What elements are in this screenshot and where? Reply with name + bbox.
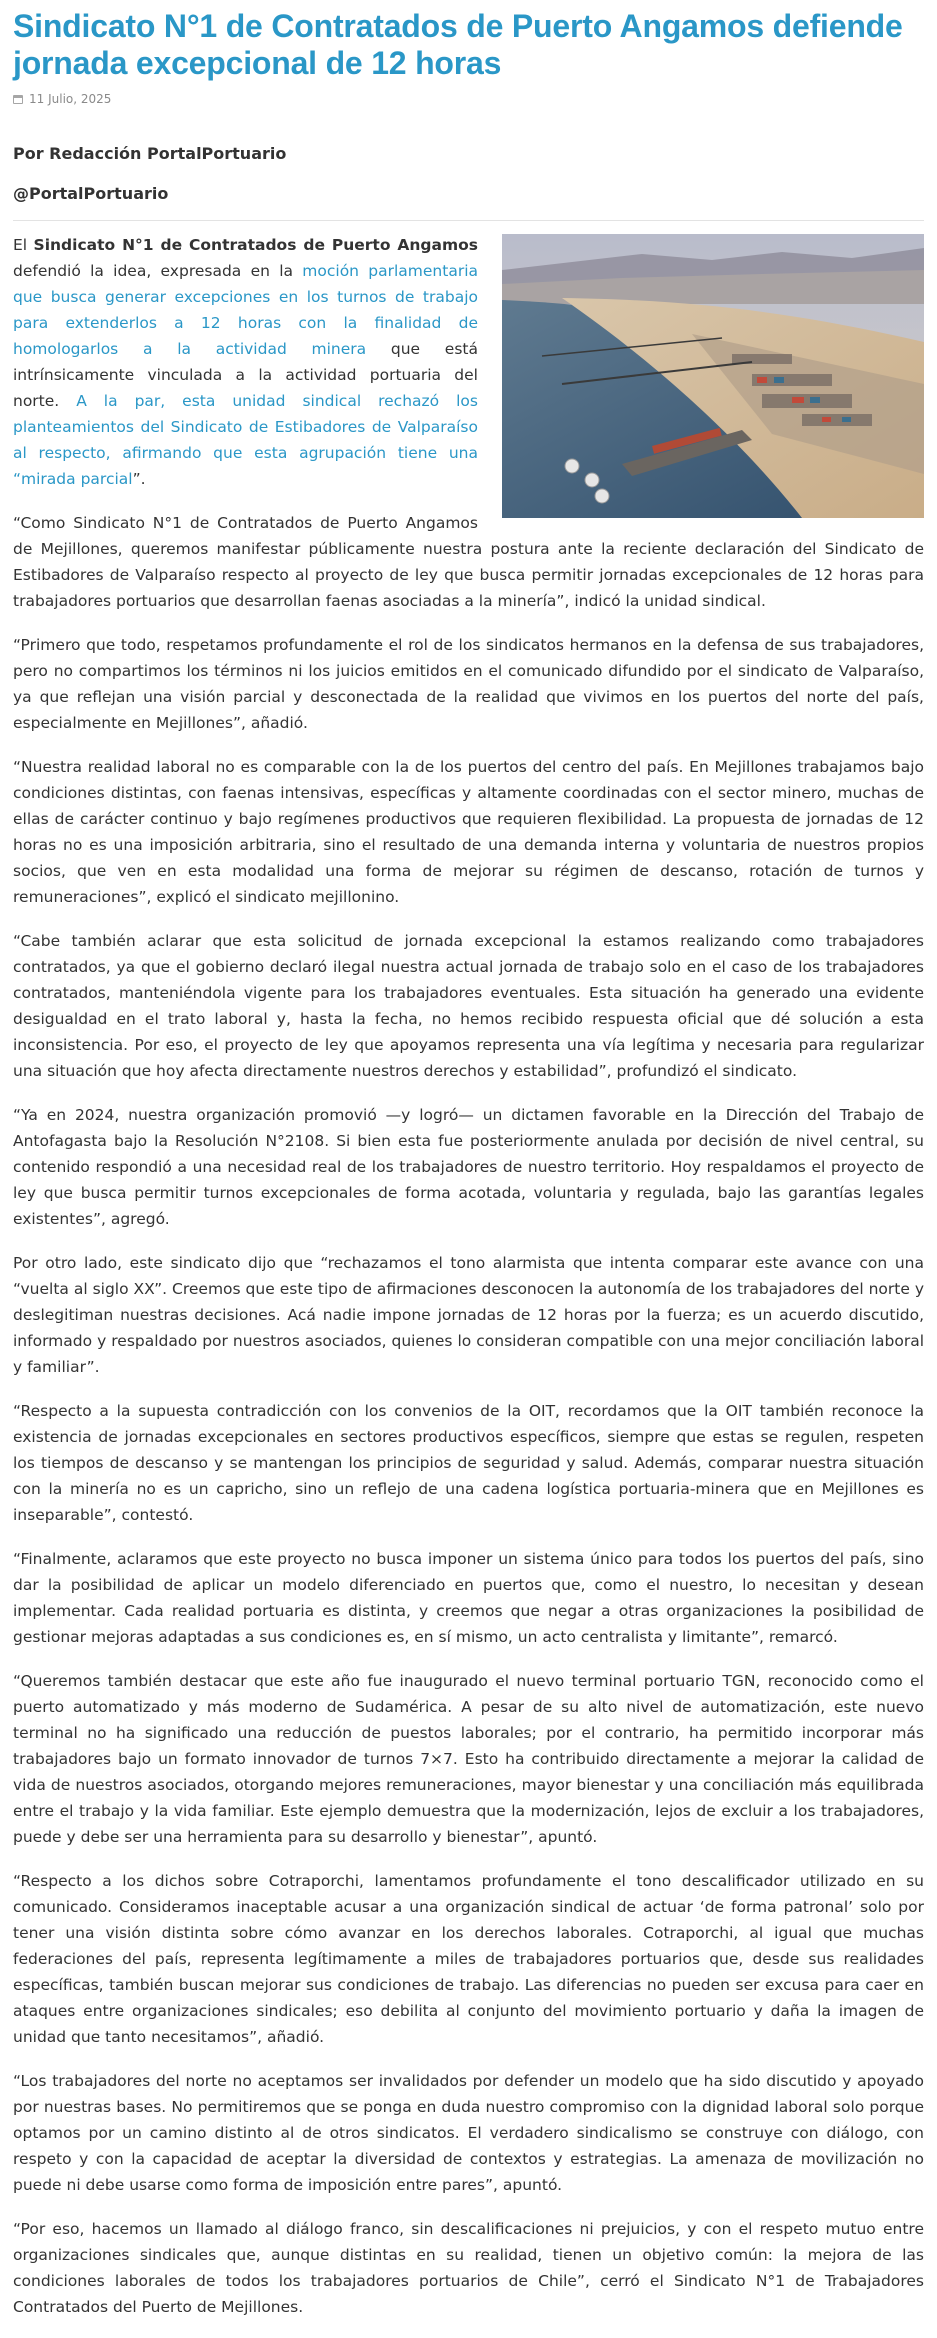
article-handle[interactable]: @PortalPortuario: [13, 184, 169, 203]
body-paragraph: “Ya en 2024, nuestra organización promovió —y logró— un dictamen favorable en la Dirección del Trabajo de Antofagasta bajo la Resolución N°2108. Si bien esta fue posteriormente anulada por decisión de nivel central, su contenido respondió a una necesidad real de los trabajadores de nuestro territorio. Hoy respaldamos el proyecto de ley que busca permitir turnos excepcionales de forma acotada, voluntaria y regulada, bajo las garantías legales existentes”, agregó.: [13, 1106, 924, 1228]
intro-text: ”.: [132, 470, 146, 488]
body-paragraph: “Por eso, hacemos un llamado al diálogo franco, sin descalificaciones ni prejuicios, y con el respeto mutuo entre organizaciones sindicales que, aunque distintas en su realidad, tienen un objetivo común: la mejora de las condiciones laborales de todos los trabajadores portuarios de Chile”, cerró el Sindicato N°1 de Trabajadores Contratados del Puerto de Mejillones.: [13, 2220, 924, 2316]
body-paragraph: “Queremos también destacar que este año fue inaugurado el nuevo terminal portuario TGN, reconocido como el puerto automatizado y más moderno de Sudamérica. A pesar de su alto nivel de automatización, este nuevo terminal no ha significado una reducción de puestos laborales; por el contrario, ha permitido incorporar más trabajadores bajo un formato innovador de turnos 7×7. Esto ha contribuido directamente a mejorar la calidad de vida de nuestros asociados, otorgando mejores remuneraciones, mayor bienestar y una conciliación más equilibrada entre el trabajo y la vida familiar. Este ejemplo demuestra que la modernización, lejos de excluir a los trabajadores, puede y debe ser una herramienta para su desarrollo y bienestar”, apuntó.: [13, 1672, 924, 1846]
body-paragraph: “Nuestra realidad laboral no es comparable con la de los puertos del centro del país. En Mejillones trabajamos bajo condiciones distintas, con faenas intensivas, específicas y altamente coordinadas con el sector minero, muchas de ellas de carácter continuo y bajo regímenes productivos que requieren flexibilidad. La propuesta de jornadas de 12 horas no es una imposición arbitraria, sino el resultado de una demanda interna y voluntaria de nuestros propios socios, que ven en esta modalidad una forma de mejorar su régimen de descanso, rotación de turnos y remuneraciones”, explicó el sindicato mejillonino.: [13, 758, 924, 906]
article-meta: [13, 90, 924, 108]
valparaiso-link[interactable]: A la par, esta unidad sindical rechazó los planteamientos del Sindicato de Estibadores de Valparaíso al respecto, afirmando que esta agrupación tiene una “mirada parcial: [13, 392, 478, 488]
body-paragraph: “Primero que todo, respetamos profundamente el rol de los sindicatos hermanos en la defensa de sus trabajadores, pero no compartimos los términos ni los juicios emitidos en el comunicado difundido por el sindicato de Valparaíso, ya que reflejan una visión parcial y desconectada de la realidad que vivimos en los puertos del norte del país, especialmente en Mejillones”, añadió.: [13, 636, 924, 732]
body-paragraph: “Cabe también aclarar que esta solicitud de jornada excepcional la estamos realizando como trabajadores contratados, ya que el gobierno declaró ilegal nuestra actual jornada de trabajo solo en el caso de los trabajadores contratados, manteniéndola vigente para los trabajadores eventuales. Esta situación ha generado una evidente desigualdad en el trato laboral y, hasta la fecha, no hemos recibido respuesta oficial que dé solución a esta inconsistencia. Por eso, el proyecto de ley que apoyamos representa una vía legítima y necesaria para regularizar una situación que hoy afecta directamente nuestros derechos y estabilidad”, profundizó el sindicato.: [13, 932, 924, 1080]
article-date: 11 Julio, 2025: [29, 92, 112, 106]
motion-link[interactable]: moción parlamentaria que busca generar excepciones en los turnos de trabajo para extenderlos a 12 horas con la finalidad de homologarlos a la actividad minera: [13, 262, 478, 358]
intro-text: defendió la idea, expresada en la: [13, 262, 303, 280]
intro-union-name: Sindicato N°1 de Contratados de Puerto Angamos: [33, 236, 478, 254]
body-paragraph: “Finalmente, aclaramos que este proyecto no busca imponer un sistema único para todos los puertos del país, sino dar la posibilidad de aplicar un modelo diferenciado en puertos que, como el nuestro, lo necesitan y desean implementar. Cada realidad portuaria es distinta, y creemos que negar a otras organizaciones la posibilidad de gestionar mejoras adaptadas a sus condiciones es, en sí mismo, un acto centralista y limitante”, remarcó.: [13, 1550, 924, 1646]
body-paragraph: “Como Sindicato N°1 de Contratados de Puerto Angamos de Mejillones, queremos manifestar públicamente nuestra postura ante la reciente declaración del Sindicato de Estibadores de Valparaíso respecto al proyecto de ley que busca permitir jornadas excepcionales de 12 horas para trabajadores portuarios que desarrollan faenas asociadas a la minería”, indicó la unidad sindical.: [13, 514, 924, 610]
calendar-icon: [13, 95, 23, 104]
body-paragraph: Por otro lado, este sindicato dijo que “rechazamos el tono alarmista que intenta comparar este avance con una “vuelta al siglo XX”. Creemos que este tipo de afirmaciones desconocen la autonomía de los trabajadores del norte y deslegitiman nuestras decisiones. Acá nadie impone jornadas de 12 horas por la fuerza; es un acuerdo discutido, informado y respaldado por nuestros asociados, quienes lo consideran compatible con una mejor conciliación laboral y familiar”.: [13, 1254, 924, 1376]
article-body: [13, 232, 924, 2320]
article-image: [502, 234, 924, 518]
article-author: Por Redacción PortalPortuario: [13, 144, 287, 163]
body-paragraph: “Respecto a los dichos sobre Cotraporchi, lamentamos profundamente el tono descalificador utilizado en su comunicado. Consideramos inaceptable acusar a una organización sindical de actuar ‘de forma patronal’ solo por tener una visión distinta sobre cómo avanzar en los derechos laborales. Cotraporchi, al igual que muchas federaciones del país, representa legítimamente a miles de trabajadores portuarios que, desde sus realidades específicas, también buscan mejorar sus condiciones de trabajo. Las diferencias no pueden ser excusa para caer en ataques entre organizaciones sindicales; eso debilita al conjunto del movimiento portuario y daña la imagen de unidad que tanto necesitamos”, añadió.: [13, 1872, 924, 2046]
body-paragraph: “Los trabajadores del norte no aceptamos ser invalidados por defender un modelo que ha sido discutido y apoyado por nuestras bases. No permitiremos que se ponga en duda nuestro compromiso con la dignidad laboral solo porque optamos por un camino distinto al de otros sindicatos. El verdadero sindicalismo se construye con diálogo, con respeto y con la capacidad de aceptar la diversidad de contextos y estrategias. La amenaza de movilización no puede ni debe usarse como forma de imposición entre pares”, apuntó.: [13, 2072, 924, 2194]
intro-text: que está intrínsicamente vinculada a la actividad portuaria del norte.: [13, 340, 478, 410]
divider: [13, 220, 924, 221]
intro-text: El: [13, 236, 34, 254]
article-title: Sindicato N°1 de Contratados de Puerto Angamos defiende jornada excepcional de 12 horas: [13, 8, 903, 81]
body-paragraph: “Respecto a la supuesta contradicción con los convenios de la OIT, recordamos que la OIT también reconoce la existencia de jornadas excepcionales en sectores productivos específicos, siempre que estas se regulen, respeten los tiempos de descanso y se mantengan los principios de seguridad y salud. Además, comparar nuestra situación con la minería no es un capricho, sino un reflejo de una cadena logística portuaria-minera que en Mejillones es inseparable”, contestó.: [13, 1402, 924, 1524]
article-page: [13, 0, 924, 2338]
